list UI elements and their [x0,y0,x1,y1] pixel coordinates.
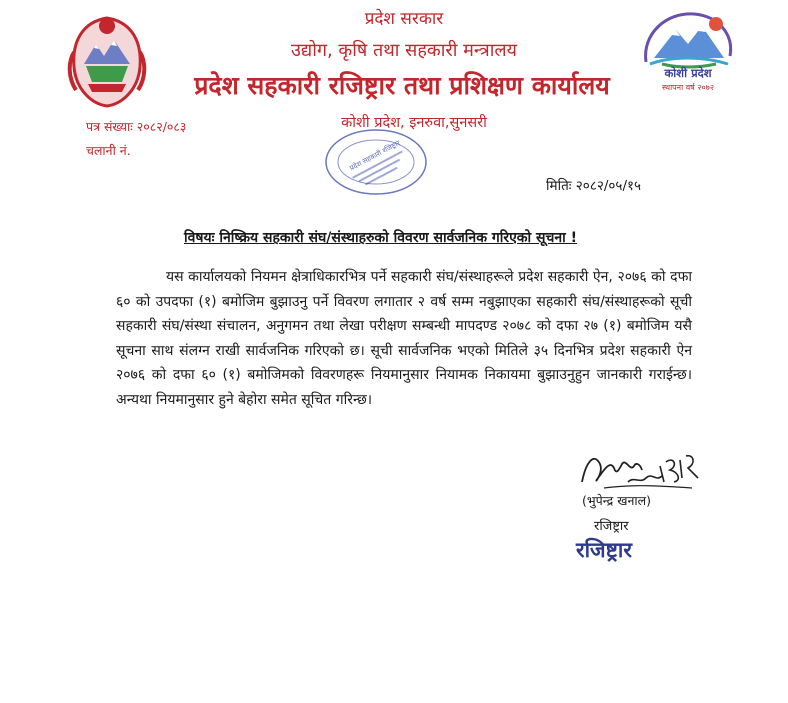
signer-title-stamp: रजिष्ट्रार [576,538,632,562]
header-office: प्रदेश सहकारी रजिष्ट्रार तथा प्रशिक्षण कार्यालय [194,71,610,100]
signer-name: (भुपेन्द्र खनाल) [582,493,651,508]
header-ministry: उद्योग, कृषि तथा सहकारी मन्त्रालय [290,40,517,61]
logo-text: कोशी प्रदेश [664,66,712,80]
handwritten-signature [574,442,704,494]
logo-subtext: स्थापना वर्ष २०७२ [662,83,714,92]
letter-number: पत्र संख्याः २०८२/०८३ [86,119,187,134]
header-address: कोशी प्रदेश, इनरुवा,सुनसरी [341,115,487,131]
dispatch-number: चलानी नं. [86,143,131,158]
header-government: प्रदेश सरकार [364,9,444,29]
signer-title: रजिष्ट्रार [594,519,629,534]
office-stamp [304,120,434,198]
notice-body: यस कार्यालयको नियमन क्षेत्राधिकारभित्र पर्ने सहकारी संघ/संस्थाहरूले प्रदेश सहकारी ऐन, २०७६ को दफा ६० को उपदफा (१) बमोजिम बुझाउनु पर्ने विवरण लगातार २ वर्ष सम्म नबुझाएका सहकारी संघ/संस्थाहरूको सूची सहकारी संघ/संस्था संचालन, अनुगमन तथा लेखा परीक्षण सम्बन्धी मापदण्ड २०७८ को दफा २७ (१) बमोजिम यसै सूचना साथ संलग्न राखी सार्वजनिक गरिएको छ। सूची सार्वजनिक भएको मितिले ३५ दिनभित्र प्रदेश सहकारी ऐन २०७६ को दफा ६० (१) बमोजिमको विवरणहरू नियमानुसार नियामक निकायमा बुझाउनुहुन जानकारी गराईन्छ। अन्यथा नियमानुसार हुने बेहोरा समेत सूचित गरिन्छ। [116,269,692,408]
letter-date: मितिः २०८२/०५/१५ [546,178,642,194]
stamp-text: प्रदेश सहकारी रजिष्ट्रार [348,139,402,173]
notice-subject: विषयः निष्क्रिय सहकारी संघ/संस्थाहरुको विवरण सार्वजनिक गरिएको सूचना ! [184,230,578,246]
